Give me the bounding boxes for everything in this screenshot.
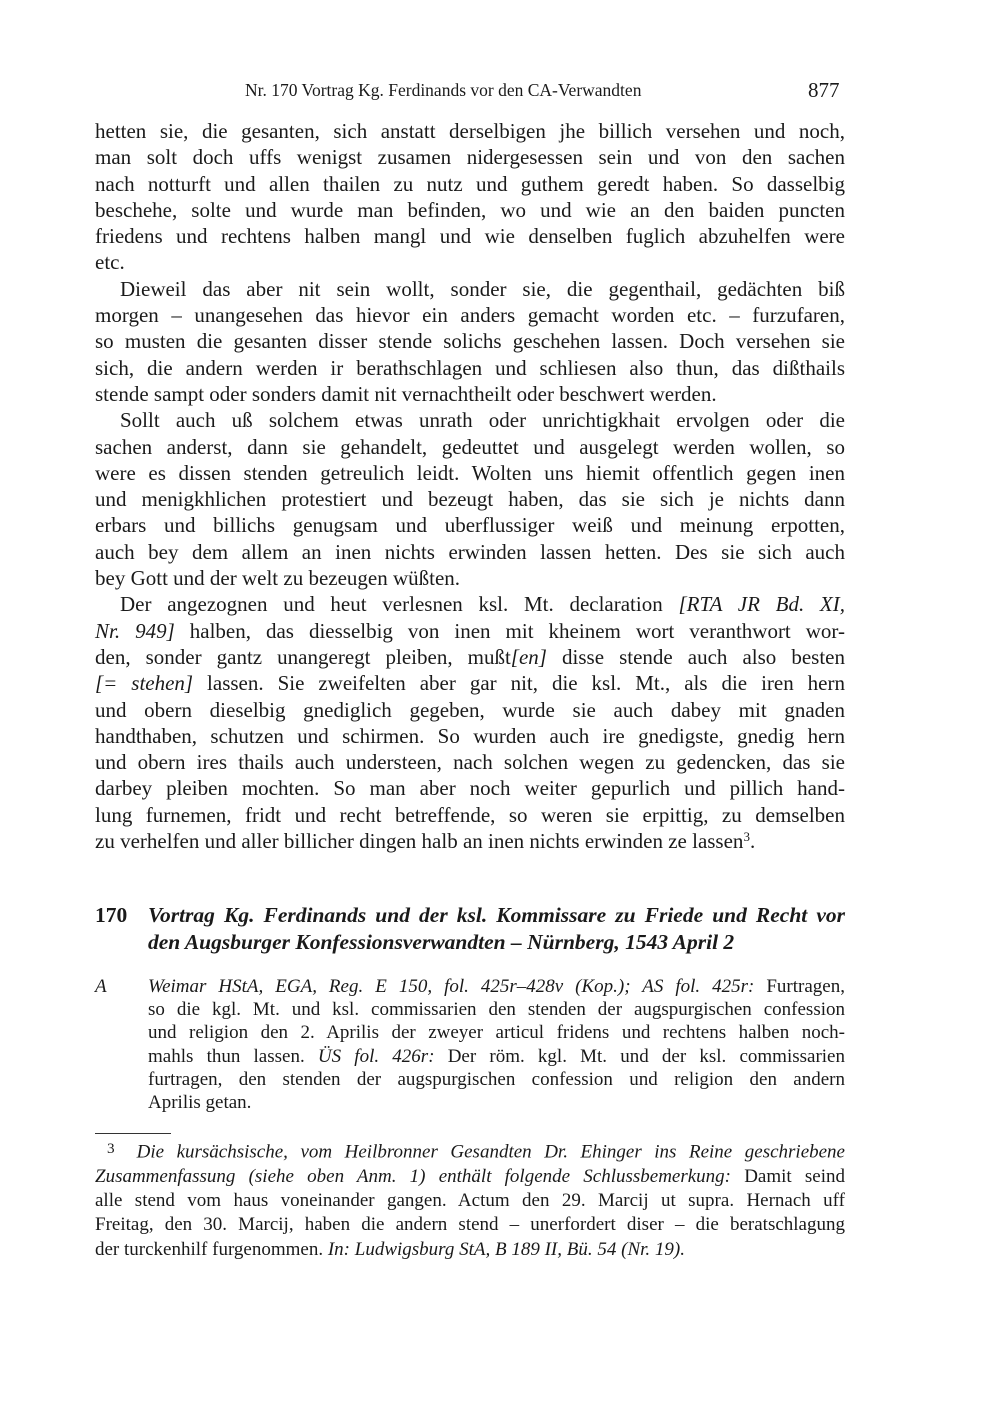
text-segment: und religion den 2. Aprilis der zweyer articul fridens und rechtens halben noch- xyxy=(148,1022,845,1044)
text-segment: sachen anderst, dann sie gehandelt, gedeuttet und ausgelegt werden wollen, so xyxy=(95,434,845,459)
text-segment: were es dissen stenden getreulich leidt. Wolten uns hiemit offentlich gegen inen xyxy=(95,460,845,485)
text-segment: furtragen, den stenden der augspurgischen confession und religion den andern xyxy=(148,1068,845,1090)
text-segment: so die kgl. Mt. und ksl. commissarien den stenden der augspurgischen confession xyxy=(148,999,845,1021)
text-segment: zu verhelfen und aller billicher dingen halb an inen nichts erwinden ze lassen xyxy=(95,829,744,854)
italic-text: [RTA JR Bd. XI, xyxy=(678,592,845,617)
text-segment: Damit seind xyxy=(731,1165,845,1187)
text-line xyxy=(95,1189,845,1213)
text-line xyxy=(95,486,845,512)
text-segment: lassen. Sie zweifelten aber gar nit, die ksl. Mt., als die iren hern xyxy=(193,671,845,696)
italic-text: Zusammenfassung (siehe oben Anm. 1) enthält folgende Schlussbemerkung: xyxy=(95,1165,732,1187)
text-line xyxy=(95,249,845,275)
text-line xyxy=(95,697,845,723)
text-line xyxy=(95,407,845,433)
text-segment: den, sonder gantz unangeregt pleiben, mußt xyxy=(95,644,511,669)
italic-text: Nr. 949] xyxy=(95,618,175,643)
italic-text: Die kursächsische, vom Heilbronner Gesandten Dr. Ehinger ins Reine geschriebene xyxy=(136,1141,845,1163)
text-line xyxy=(95,618,845,644)
text-segment: Der angezognen und heut verlesnen ksl. Mt. declaration xyxy=(120,592,679,617)
text-segment: stende sampt oder sonders damit nit vernachtheilt oder beschwert werden. xyxy=(95,381,717,406)
text-line xyxy=(95,670,845,696)
text-line xyxy=(95,539,845,565)
text-line xyxy=(95,328,845,354)
paragraph xyxy=(95,591,845,854)
text-segment: Vortrag Kg. Ferdinands und der ksl. Kommissare zu Friede und Recht vor xyxy=(148,903,845,927)
italic-text: ÜS fol. 426r: xyxy=(317,1045,435,1067)
text-segment: und obern dieselbig gnediglich gegeben, wurde sie auch dabey mit gnaden xyxy=(95,697,845,722)
text-line xyxy=(95,1213,845,1237)
body-text xyxy=(95,118,845,854)
page-number: 877 xyxy=(808,78,840,102)
text-line xyxy=(95,460,845,486)
text-line xyxy=(148,998,845,1021)
text-segment: Der röm. kgl. Mt. und der ksl. commissarien xyxy=(434,1045,845,1067)
italic-text: Weimar HStA, EGA, Reg. E 150, fol. 425r–428v (Kop.); AS fol. 425r: xyxy=(148,976,755,997)
text-line xyxy=(148,1068,845,1091)
entry-number: 170 xyxy=(95,903,128,927)
text-segment: darbey pleiben mochten. So man aber noch weiter gepurlich und pillich hand- xyxy=(95,776,845,801)
text-segment: bey Gott und der welt zu bezeugen wüßten. xyxy=(95,566,461,591)
text-segment: so musten die gesanten disser stende solichs geschehen lassen. Doch versehen sie xyxy=(95,329,845,354)
text-line xyxy=(95,144,845,170)
italic-text: In: Ludwigsburg StA, B 189 II, Bü. 54 (Nr. 19). xyxy=(327,1238,685,1260)
source-text xyxy=(148,975,845,1114)
italic-text: [en] xyxy=(510,644,547,669)
text-line xyxy=(148,1091,845,1114)
text-line xyxy=(95,802,845,828)
text-segment: disse stende auch also besten xyxy=(546,644,845,669)
italic-text: [= stehen] xyxy=(95,671,194,696)
text-segment: Sollt auch uß solchem etwas unrath oder unrichtigkhait ervolgen oder die xyxy=(120,408,845,433)
text-line xyxy=(95,644,845,670)
text-segment: etc. xyxy=(95,250,125,275)
text-line xyxy=(148,1045,845,1068)
text-line xyxy=(95,1165,845,1189)
text-segment: mahls thun lassen. xyxy=(148,1045,318,1067)
text-line xyxy=(95,775,845,801)
text-line xyxy=(95,302,845,328)
text-line xyxy=(95,512,845,538)
text-segment: lung furnemen, fridt und recht betreffende, so weren sie erpittig, zu demselben xyxy=(95,802,845,827)
text-line xyxy=(95,118,845,144)
text-segment: erbars und billichs genugsam und uberflussiger weiß und meinung erpotten, xyxy=(95,513,845,538)
text-segment: auch bey dem allem an inen nichts erwinden lassen hetten. Des sie sich auch xyxy=(95,539,845,564)
text-segment: hetten sie, die gesanten, sich anstatt derselbigen jhe billich versehen und noch, xyxy=(95,119,845,143)
text-line xyxy=(95,197,845,223)
paragraph xyxy=(95,118,845,276)
footnote-rule xyxy=(95,1133,171,1134)
text-line xyxy=(148,929,845,956)
text-line xyxy=(95,276,845,302)
text-segment: beschehe, solte und wurde man befinden, wo und wie an den baiden puncten xyxy=(95,197,845,222)
footnote xyxy=(95,1137,845,1262)
source-siglum: A xyxy=(95,976,107,997)
text-segment: Freitag, den 30. Marcij, haben die andern stend – unerfordert diser – die beratschlagung xyxy=(95,1214,845,1236)
text-segment: friedens und rechtens halben mangl und wie denselben fuglich abzuhelfen were xyxy=(95,224,845,249)
text-segment: Aprilis getan. xyxy=(148,1092,252,1114)
text-segment: morgen – unangesehen das hievor ein anders gemacht worden etc. – furzufaren, xyxy=(95,303,845,328)
paragraph xyxy=(95,276,845,407)
text-segment: handthaben, schutzen und schirmen. So wurden auch ire gnedigste, gnedig hern xyxy=(95,723,845,748)
text-line xyxy=(95,1238,845,1262)
text-segment: halben, das diesselbig von inen mit kheinem wort veranthwort wor- xyxy=(174,618,845,643)
text-line xyxy=(148,1021,845,1044)
text-line xyxy=(95,591,845,617)
text-segment: den Augsburger Konfessionsverwandten – Nürnberg, 1543 April 2 xyxy=(148,929,735,954)
text-segment: Dieweil das aber nit sein wollt, sonder sie, die gegenthail, gedächten biß xyxy=(120,276,845,301)
text-segment: sich, die andern werden ir berathschlagen und schliesen also thun, das dißthails xyxy=(95,355,845,380)
text-segment: alle stend vom haus voneinander gangen. Actum den 29. Marcij ut supra. Hernach uff xyxy=(95,1190,845,1212)
text-line xyxy=(95,171,845,197)
text-line xyxy=(148,902,845,929)
text-line xyxy=(148,975,845,998)
paragraph xyxy=(95,407,845,591)
text-line xyxy=(95,355,845,381)
footnote-number: 3 xyxy=(107,1140,115,1157)
text-segment: und obern ires thails auch understeen, nach solchen wegen zu gedencken, das sie xyxy=(95,750,845,775)
footnote-reference: 3 xyxy=(743,828,750,844)
text-line xyxy=(95,565,845,591)
text-segment: Furtragen, xyxy=(754,976,845,997)
text-segment: der turckenhilf furgenommen. xyxy=(95,1238,328,1260)
text-line xyxy=(95,828,845,854)
running-title: Nr. 170 Vortrag Kg. Ferdinands vor den CA-Verwandten xyxy=(245,80,642,100)
text-line xyxy=(95,749,845,775)
text-line xyxy=(95,434,845,460)
text-line xyxy=(95,723,845,749)
text-line xyxy=(95,223,845,249)
text-segment: . xyxy=(749,829,756,854)
text-line xyxy=(95,381,845,407)
text-segment: man solt doch uffs wenigst zusamen nidergesessen sein und von den sachen xyxy=(95,145,845,170)
text-line xyxy=(95,1137,845,1165)
text-segment: nach notturft und allen thailen zu nutz und guthem geredt haben. So dasselbig xyxy=(95,171,845,196)
text-segment: und menigkhlichen protestiert und bezeugt haben, das sie sich je nichts dann xyxy=(95,487,845,512)
entry-title xyxy=(148,902,845,955)
